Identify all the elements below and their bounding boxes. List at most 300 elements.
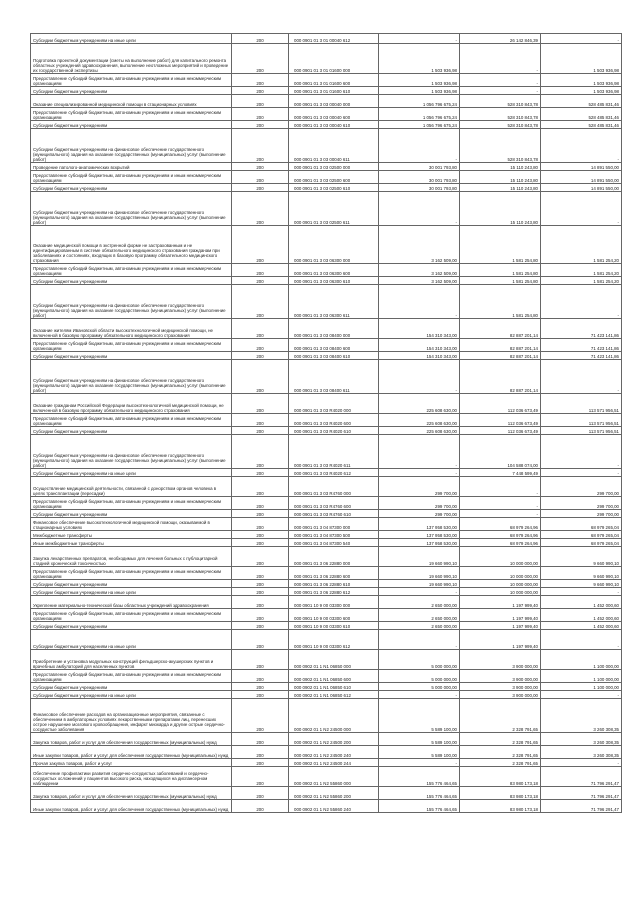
row-remaining-cell: -	[541, 691, 622, 699]
row-remaining-cell: 1 503 936,98	[541, 44, 622, 74]
row-name-cell: Иные межбюджетные трансферты	[31, 539, 232, 547]
row-code-cell: 200	[232, 44, 289, 74]
row-executed-cell: -	[460, 44, 541, 74]
table-row	[31, 44, 622, 74]
table-row	[31, 588, 622, 596]
table-row	[31, 547, 622, 567]
row-approved-cell: 2 650 000,00	[379, 596, 460, 609]
row-code-cell: 200	[232, 352, 289, 360]
row-executed-cell: 15 110 243,80	[460, 192, 541, 226]
table-row	[31, 129, 622, 163]
row-kbk-cell: 000 0901 01 3 03 02500 611	[289, 192, 379, 226]
row-name-cell: Приобретение и установка модульных конструкций фельдшерско-акушерских пунктов и врачебных амбулаторий для населенных пунктов	[31, 650, 232, 670]
row-code-cell: 200	[232, 567, 289, 580]
row-executed-cell: 15 110 243,80	[460, 171, 541, 184]
row-remaining-cell: 14 891 550,00	[541, 184, 622, 192]
row-executed-cell: 83 980 173,18	[460, 767, 541, 787]
row-executed-cell: 10 000 000,00	[460, 588, 541, 596]
row-approved-cell: -	[379, 435, 460, 469]
table-row	[31, 699, 622, 733]
row-approved-cell: 19 660 990,10	[379, 580, 460, 588]
row-remaining-cell: 299 700,00	[541, 510, 622, 518]
row-executed-cell: 1 581 254,80	[460, 264, 541, 277]
row-kbk-cell: 000 0902 01 1 N1 06850 000	[289, 650, 379, 670]
table-row	[31, 319, 622, 339]
table-row	[31, 787, 622, 800]
row-executed-cell: 112 036 673,49	[460, 414, 541, 427]
row-code-cell: 200	[232, 414, 289, 427]
row-approved-cell: 5 589 100,00	[379, 733, 460, 746]
row-executed-cell: -	[460, 510, 541, 518]
row-kbk-cell: 000 0901 01 3 03 08400 611	[289, 360, 379, 394]
row-name-cell: Закупка товаров, работ и услуг для обеспечения государственных (муниципальных) нужд	[31, 733, 232, 746]
table-row	[31, 108, 622, 121]
row-executed-cell: 1 197 999,40	[460, 630, 541, 650]
row-name-cell: Обеспечение профилактики развития сердечно-сосудистых заболеваний и сердечно-сосудистых осложнений у пациентов высокого риска, находящихся на диспансерном наблюдении	[31, 767, 232, 787]
row-code-cell: 200	[232, 767, 289, 787]
row-kbk-cell: 000 0902 01 1 N1 06850 612	[289, 691, 379, 699]
row-executed-cell: 68 979 264,96	[460, 518, 541, 531]
budget-table-body	[31, 34, 622, 813]
row-remaining-cell: 1 452 000,60	[541, 609, 622, 622]
row-kbk-cell: 000 0902 01 1 N1 06850 600	[289, 670, 379, 683]
row-approved-cell: 5 000 000,00	[379, 670, 460, 683]
table-row	[31, 163, 622, 171]
table-row	[31, 596, 622, 609]
row-kbk-cell: 000 0901 10 9 00 03300 612	[289, 630, 379, 650]
row-remaining-cell: 14 891 550,00	[541, 171, 622, 184]
row-approved-cell: -	[379, 129, 460, 163]
row-executed-cell: 3 900 000,00	[460, 691, 541, 699]
row-name-cell: Проведение патолого-анатомических вскрытий	[31, 163, 232, 171]
row-remaining-cell: -	[541, 435, 622, 469]
row-kbk-cell: 000 0901 01 3 06 22880 612	[289, 588, 379, 596]
row-approved-cell: 30 001 793,80	[379, 171, 460, 184]
table-row	[31, 184, 622, 192]
row-remaining-cell: 1 100 000,00	[541, 683, 622, 691]
table-row	[31, 767, 622, 787]
row-approved-cell: 2 650 000,00	[379, 622, 460, 630]
row-approved-cell: 225 608 630,00	[379, 427, 460, 435]
row-kbk-cell: 000 0901 01 3 06 22880 000	[289, 547, 379, 567]
row-name-cell: Финансовое обеспечение высокотехнологичной медицинской помощи, оказываемой в стационарных условиях	[31, 518, 232, 531]
row-name-cell: Закупка товаров, работ и услуг для обеспечения государственных (муниципальных) нужд	[31, 787, 232, 800]
row-remaining-cell: -	[541, 285, 622, 319]
row-executed-cell: 104 588 074,00	[460, 435, 541, 469]
table-row	[31, 74, 622, 87]
row-remaining-cell: -	[541, 630, 622, 650]
row-code-cell: 200	[232, 192, 289, 226]
row-kbk-cell: 000 0901 01 3 03 00040 000	[289, 95, 379, 108]
row-executed-cell: 1 197 999,40	[460, 596, 541, 609]
row-remaining-cell: 68 979 265,04	[541, 531, 622, 539]
row-kbk-cell: 000 0902 01 1 N2 24500 000	[289, 699, 379, 733]
table-row	[31, 477, 622, 497]
row-approved-cell: 1 503 936,98	[379, 87, 460, 95]
row-code-cell: 200	[232, 87, 289, 95]
row-name-cell: Предоставление субсидий бюджетным, автономным учреждениям и иным некоммерческим организациям	[31, 171, 232, 184]
row-kbk-cell: 000 0901 01 3 03 06300 611	[289, 285, 379, 319]
row-executed-cell: 15 110 243,80	[460, 163, 541, 171]
row-approved-cell: -	[379, 360, 460, 394]
row-approved-cell: 154 310 343,00	[379, 339, 460, 352]
row-executed-cell: 82 887 201,14	[460, 319, 541, 339]
row-executed-cell: -	[460, 87, 541, 95]
row-remaining-cell: -	[541, 192, 622, 226]
table-row	[31, 469, 622, 477]
row-code-cell: 200	[232, 477, 289, 497]
row-kbk-cell: 000 0901 01 3 03 06300 610	[289, 277, 379, 285]
row-remaining-cell: -	[541, 34, 622, 44]
row-remaining-cell: 68 979 265,04	[541, 539, 622, 547]
table-row	[31, 192, 622, 226]
row-executed-cell: 82 887 201,14	[460, 339, 541, 352]
row-code-cell: 200	[232, 171, 289, 184]
row-remaining-cell: 3 260 308,35	[541, 746, 622, 759]
row-name-cell: Предоставление субсидий бюджетным, автономным учреждениям и иным некоммерческим организациям	[31, 264, 232, 277]
row-kbk-cell: 000 0901 01 3 01 01600 600	[289, 74, 379, 87]
budget-table	[30, 33, 622, 813]
row-name-cell: Субсидии бюджетным учреждениям	[31, 510, 232, 518]
row-name-cell: Предоставление субсидий бюджетным, автономным учреждениям и иным некоммерческим организациям	[31, 108, 232, 121]
row-executed-cell: 3 900 000,00	[460, 683, 541, 691]
row-kbk-cell: 000 0901 01 3 03 R4760 600	[289, 497, 379, 510]
row-remaining-cell: -	[541, 759, 622, 767]
row-kbk-cell: 000 0901 10 9 00 03300 600	[289, 609, 379, 622]
row-remaining-cell: 299 700,00	[541, 477, 622, 497]
table-row	[31, 171, 622, 184]
row-name-cell: Предоставление субсидий бюджетным, автономным учреждениям и иным некоммерческим организациям	[31, 609, 232, 622]
table-row	[31, 264, 622, 277]
row-remaining-cell: 71 423 141,86	[541, 339, 622, 352]
table-row	[31, 427, 622, 435]
row-approved-cell: 299 700,00	[379, 477, 460, 497]
row-approved-cell: 5 000 000,00	[379, 683, 460, 691]
row-kbk-cell: 000 0901 01 3 03 00040 600	[289, 108, 379, 121]
row-approved-cell: 1 503 936,98	[379, 74, 460, 87]
row-kbk-cell: 000 0901 01 3 03 00040 611	[289, 129, 379, 163]
table-row	[31, 352, 622, 360]
table-row	[31, 510, 622, 518]
row-remaining-cell: 1 100 000,00	[541, 670, 622, 683]
row-code-cell: 200	[232, 108, 289, 121]
row-name-cell: Субсидии бюджетным учреждениям на финансовое обеспечение государственного (муниципального) задания на оказание государственных (муниципальных) услуг (выполнение работ)	[31, 192, 232, 226]
row-remaining-cell: 528 485 831,46	[541, 121, 622, 129]
row-code-cell: 200	[232, 74, 289, 87]
row-executed-cell: 1 197 999,40	[460, 609, 541, 622]
row-code-cell: 200	[232, 285, 289, 319]
row-name-cell: Предоставление субсидий бюджетным, автономным учреждениям и иным некоммерческим организациям	[31, 567, 232, 580]
row-remaining-cell: 71 796 291,47	[541, 800, 622, 813]
row-executed-cell: 2 328 791,65	[460, 699, 541, 733]
row-remaining-cell: 113 571 956,51	[541, 394, 622, 414]
row-approved-cell: 1 056 796 675,24	[379, 108, 460, 121]
row-kbk-cell: 000 0901 01 3 03 08400 600	[289, 339, 379, 352]
row-code-cell: 200	[232, 184, 289, 192]
row-remaining-cell: 299 700,00	[541, 497, 622, 510]
row-code-cell: 200	[232, 264, 289, 277]
row-kbk-cell: 000 0901 01 3 03 R4020 600	[289, 414, 379, 427]
row-executed-cell: 528 310 843,78	[460, 95, 541, 108]
row-name-cell: Иные закупки товаров, работ и услуг для обеспечения государственных (муниципальных) нужд	[31, 800, 232, 813]
row-approved-cell: -	[379, 588, 460, 596]
row-name-cell: Оказание гражданам Российской Федерации высокотехнологичной медицинской помощи, не включенной в базовую программу обязательного медицинского страхования	[31, 394, 232, 414]
row-code-cell: 200	[232, 435, 289, 469]
row-executed-cell: -	[460, 74, 541, 87]
row-approved-cell: 155 776 464,65	[379, 767, 460, 787]
table-row	[31, 414, 622, 427]
row-kbk-cell: 000 0901 01 3 03 R4020 610	[289, 427, 379, 435]
row-executed-cell: 528 310 843,78	[460, 108, 541, 121]
row-code-cell: 200	[232, 670, 289, 683]
row-code-cell: 200	[232, 163, 289, 171]
row-code-cell: 200	[232, 746, 289, 759]
row-executed-cell: 7 448 599,49	[460, 469, 541, 477]
row-kbk-cell: 000 0902 01 1 N1 06850 610	[289, 683, 379, 691]
row-kbk-cell: 000 0901 01 3 03 08400 000	[289, 319, 379, 339]
row-approved-cell: 30 001 793,80	[379, 184, 460, 192]
row-name-cell: Предоставление субсидий бюджетным, автономным учреждениям и иным некоммерческим организациям	[31, 497, 232, 510]
row-executed-cell: 82 887 201,14	[460, 360, 541, 394]
row-kbk-cell: 000 0901 01 3 03 R4020 611	[289, 435, 379, 469]
row-name-cell: Финансовое обеспечение расходов на организационные мероприятия, связанные с обеспечением в амбулаторных условиях лекарственными препаратами лиц, перенесших острое нарушение мозгового кровообращения, инфаркт миокарда и другие острые сердечно-сосудистые заболевания	[31, 699, 232, 733]
row-name-cell: Оказание специализированной медицинской помощи в стационарных условиях	[31, 95, 232, 108]
table-row	[31, 531, 622, 539]
row-code-cell: 200	[232, 360, 289, 394]
row-remaining-cell: 113 571 956,51	[541, 414, 622, 427]
table-row	[31, 394, 622, 414]
row-executed-cell: 83 980 173,18	[460, 800, 541, 813]
row-name-cell: Осуществление медицинской деятельности, связанной с донорством органов человека в целях трансплантации (пересадки)	[31, 477, 232, 497]
row-approved-cell: 299 700,00	[379, 510, 460, 518]
row-kbk-cell: 000 0901 10 9 00 03300 610	[289, 622, 379, 630]
row-approved-cell: 137 958 530,00	[379, 539, 460, 547]
row-remaining-cell: 9 660 990,10	[541, 567, 622, 580]
row-name-cell: Подготовка проектной документации (сметы на выполнение работ) для капитального ремонта областных учреждений здравоохранения, выполнение неотложных мероприятий и проведение их государственной экспертизы	[31, 44, 232, 74]
row-remaining-cell: 68 979 265,04	[541, 518, 622, 531]
row-code-cell: 200	[232, 427, 289, 435]
table-row	[31, 277, 622, 285]
row-approved-cell: 19 660 990,10	[379, 547, 460, 567]
row-executed-cell: 2 328 791,65	[460, 733, 541, 746]
row-name-cell: Субсидии бюджетным учреждениям	[31, 87, 232, 95]
row-code-cell: 200	[232, 650, 289, 670]
row-kbk-cell: 000 0901 01 3 06 22880 610	[289, 580, 379, 588]
row-remaining-cell: 71 796 291,47	[541, 787, 622, 800]
row-executed-cell: 1 581 254,80	[460, 226, 541, 264]
row-executed-cell: -	[460, 477, 541, 497]
row-approved-cell: 3 162 509,00	[379, 277, 460, 285]
row-name-cell: Субсидии бюджетным учреждениям	[31, 683, 232, 691]
table-row	[31, 683, 622, 691]
table-row	[31, 121, 622, 129]
row-code-cell: 200	[232, 759, 289, 767]
row-kbk-cell: 000 0901 10 9 00 03300 000	[289, 596, 379, 609]
row-code-cell: 200	[232, 683, 289, 691]
row-remaining-cell: 14 891 550,00	[541, 163, 622, 171]
row-approved-cell: 5 589 100,00	[379, 746, 460, 759]
row-name-cell: Субсидии бюджетным учреждениям	[31, 277, 232, 285]
row-kbk-cell: 000 0902 01 1 N2 24500 200	[289, 733, 379, 746]
row-code-cell: 200	[232, 547, 289, 567]
row-executed-cell: 26 142 846,39	[460, 34, 541, 44]
row-remaining-cell: 1 100 000,00	[541, 650, 622, 670]
row-code-cell: 200	[232, 226, 289, 264]
row-remaining-cell: 1 581 254,20	[541, 264, 622, 277]
row-executed-cell: 112 036 673,49	[460, 394, 541, 414]
row-code-cell: 200	[232, 510, 289, 518]
table-row	[31, 34, 622, 44]
row-approved-cell: 137 958 530,00	[379, 531, 460, 539]
row-name-cell: Субсидии бюджетным учреждениям на иные цели	[31, 34, 232, 44]
row-approved-cell: -	[379, 691, 460, 699]
row-executed-cell: -	[460, 497, 541, 510]
row-name-cell: Субсидии бюджетным учреждениям на финансовое обеспечение государственного (муниципального) задания на оказание государственных (муниципальных) услуг (выполнение работ)	[31, 360, 232, 394]
row-code-cell: 200	[232, 129, 289, 163]
row-approved-cell: 1 056 796 675,24	[379, 121, 460, 129]
row-kbk-cell: 000 0901 01 3 01 01600 000	[289, 44, 379, 74]
row-kbk-cell: 000 0901 01 3 03 02500 000	[289, 163, 379, 171]
row-name-cell: Субсидии бюджетным учреждениям на финансовое обеспечение государственного (муниципального) задания на оказание государственных (муниципальных) услуг (выполнение работ)	[31, 129, 232, 163]
table-row	[31, 691, 622, 699]
row-remaining-cell: 3 260 308,35	[541, 733, 622, 746]
row-kbk-cell: 000 0901 01 3 04 87300 000	[289, 518, 379, 531]
row-name-cell: Субсидии бюджетным учреждениям	[31, 184, 232, 192]
table-row	[31, 95, 622, 108]
row-executed-cell: 2 328 791,65	[460, 746, 541, 759]
row-kbk-cell: 000 0902 01 1 N2 55860 200	[289, 787, 379, 800]
row-remaining-cell: 528 485 831,46	[541, 108, 622, 121]
row-executed-cell: 83 980 173,18	[460, 787, 541, 800]
table-row	[31, 609, 622, 622]
row-executed-cell: 3 900 000,00	[460, 650, 541, 670]
table-row	[31, 360, 622, 394]
row-approved-cell: -	[379, 34, 460, 44]
row-remaining-cell: 528 485 831,46	[541, 95, 622, 108]
row-code-cell: 200	[232, 531, 289, 539]
row-kbk-cell: 000 0902 01 1 N2 24500 244	[289, 759, 379, 767]
row-executed-cell: 3 900 000,00	[460, 670, 541, 683]
row-kbk-cell: 000 0901 01 3 01 01600 610	[289, 87, 379, 95]
row-approved-cell: 137 958 530,00	[379, 518, 460, 531]
row-kbk-cell: 000 0901 01 3 03 06300 000	[289, 226, 379, 264]
table-row	[31, 580, 622, 588]
row-executed-cell: 528 310 843,78	[460, 129, 541, 163]
row-approved-cell: 1 503 936,98	[379, 44, 460, 74]
row-approved-cell: 155 776 464,65	[379, 787, 460, 800]
table-row	[31, 497, 622, 510]
row-code-cell: 200	[232, 699, 289, 733]
row-code-cell: 200	[232, 787, 289, 800]
row-code-cell: 200	[232, 469, 289, 477]
row-kbk-cell: 000 0901 01 3 03 R4760 000	[289, 477, 379, 497]
row-name-cell: Субсидии бюджетным учреждениям на иные цели	[31, 691, 232, 699]
row-executed-cell: 82 887 201,14	[460, 352, 541, 360]
row-name-cell: Субсидии бюджетным учреждениям	[31, 622, 232, 630]
row-approved-cell: 154 310 343,00	[379, 352, 460, 360]
row-code-cell: 200	[232, 121, 289, 129]
table-row	[31, 226, 622, 264]
row-code-cell: 200	[232, 588, 289, 596]
row-name-cell: Субсидии бюджетным учреждениям на иные цели	[31, 588, 232, 596]
row-code-cell: 200	[232, 580, 289, 588]
row-remaining-cell: -	[541, 360, 622, 394]
row-code-cell: 200	[232, 691, 289, 699]
row-approved-cell: 154 310 343,00	[379, 319, 460, 339]
row-name-cell: Предоставление субсидий бюджетным, автономным учреждениям и иным некоммерческим организациям	[31, 339, 232, 352]
row-name-cell: Субсидии бюджетным учреждениям на иные цели	[31, 469, 232, 477]
row-kbk-cell: 000 0901 01 3 06 22880 600	[289, 567, 379, 580]
row-name-cell: Предоставление субсидий бюджетным, автономным учреждениям и иным некоммерческим организациям	[31, 670, 232, 683]
row-code-cell: 200	[232, 630, 289, 650]
row-approved-cell: 5 589 100,00	[379, 699, 460, 733]
row-remaining-cell: 1 452 000,60	[541, 596, 622, 609]
table-row	[31, 87, 622, 95]
row-kbk-cell: 000 0901 01 3 03 R4020 000	[289, 394, 379, 414]
row-name-cell: Оказание жителям Ивановской области высокотехнологичной медицинской помощи, не включенной в базовую программу обязательного медицинского страхования	[31, 319, 232, 339]
row-approved-cell: 3 162 509,00	[379, 226, 460, 264]
row-executed-cell: 112 036 673,49	[460, 427, 541, 435]
row-code-cell: 200	[232, 34, 289, 44]
row-remaining-cell: 1 503 936,98	[541, 87, 622, 95]
row-executed-cell: 10 000 000,00	[460, 567, 541, 580]
row-executed-cell: 68 979 264,96	[460, 531, 541, 539]
row-name-cell: Укрепление материально-технической базы областных учреждений здравоохранения	[31, 596, 232, 609]
row-kbk-cell: 000 0901 01 3 03 06300 600	[289, 264, 379, 277]
row-name-cell: Межбюджетные трансферты	[31, 531, 232, 539]
row-executed-cell: 68 979 264,96	[460, 539, 541, 547]
row-remaining-cell: -	[541, 588, 622, 596]
row-code-cell: 200	[232, 518, 289, 531]
row-executed-cell: 10 000 000,00	[460, 547, 541, 567]
row-name-cell: Субсидии бюджетным учреждениям	[31, 352, 232, 360]
row-executed-cell: 15 110 243,80	[460, 184, 541, 192]
row-executed-cell: 528 310 843,78	[460, 121, 541, 129]
row-approved-cell: 299 700,00	[379, 497, 460, 510]
row-kbk-cell: 000 0901 01 3 04 87300 540	[289, 539, 379, 547]
row-remaining-cell: 9 660 990,10	[541, 580, 622, 588]
row-name-cell: Иные закупки товаров, работ и услуг для обеспечения государственных (муниципальных) нужд	[31, 746, 232, 759]
row-name-cell: Закупка лекарственных препаратов, необходимых для лечения больных с публоцитарной стадией хронической токсичностью	[31, 547, 232, 567]
table-row	[31, 567, 622, 580]
row-approved-cell: 5 000 000,00	[379, 650, 460, 670]
row-approved-cell: 2 650 000,00	[379, 609, 460, 622]
row-executed-cell: 1 197 999,40	[460, 622, 541, 630]
row-approved-cell: 225 608 630,00	[379, 394, 460, 414]
row-remaining-cell: 71 423 141,86	[541, 352, 622, 360]
row-approved-cell: -	[379, 192, 460, 226]
table-row	[31, 733, 622, 746]
row-approved-cell: 155 776 464,65	[379, 800, 460, 813]
table-row	[31, 746, 622, 759]
row-executed-cell: 1 581 254,80	[460, 285, 541, 319]
row-kbk-cell: 000 0901 01 3 03 02500 600	[289, 171, 379, 184]
row-remaining-cell: 1 581 254,20	[541, 277, 622, 285]
table-row	[31, 339, 622, 352]
row-name-cell: Субсидии бюджетным учреждениям	[31, 580, 232, 588]
row-approved-cell: 19 660 990,10	[379, 567, 460, 580]
row-code-cell: 200	[232, 339, 289, 352]
row-remaining-cell: 1 503 936,98	[541, 74, 622, 87]
row-remaining-cell: 1 581 254,20	[541, 226, 622, 264]
row-remaining-cell: 71 796 291,47	[541, 767, 622, 787]
row-kbk-cell: 000 0901 01 3 03 08400 610	[289, 352, 379, 360]
row-remaining-cell: 113 571 956,51	[541, 427, 622, 435]
row-code-cell: 200	[232, 622, 289, 630]
table-row	[31, 285, 622, 319]
table-row	[31, 650, 622, 670]
row-approved-cell: 30 001 793,80	[379, 163, 460, 171]
